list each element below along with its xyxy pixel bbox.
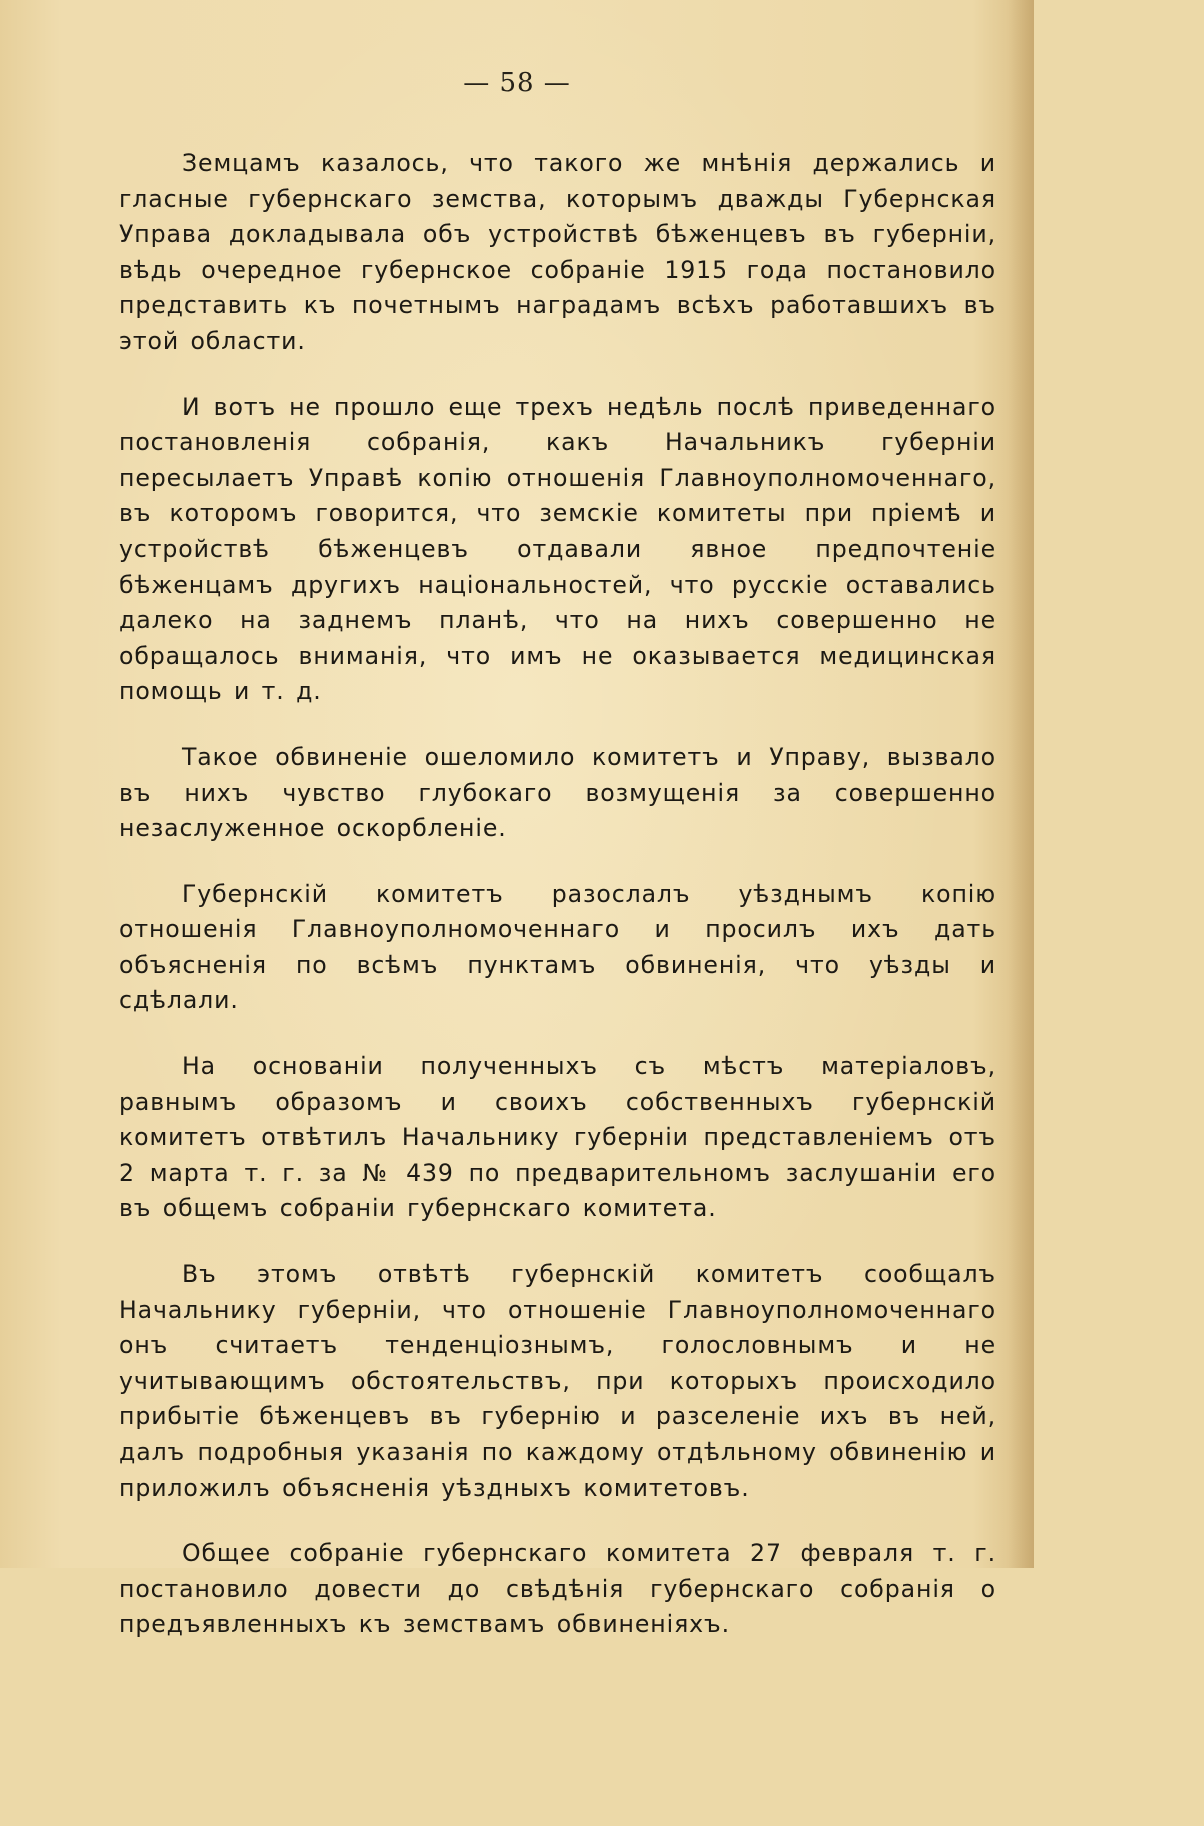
paragraph: Общее собраніе губернскаго комитета 27 февраля т. г. постановило довести до свѣдѣнія губернскаго собранія о предъявленныхъ къ земствамъ обвиненіяхъ.	[119, 1539, 996, 1639]
body-text	[119, 146, 996, 1673]
paragraph: Такое обвиненіе ошеломило комитетъ и Управу, вызвало въ нихъ чувство глубокаго возмущенія за совершенно незаслуженное оскорбленіе.	[119, 742, 996, 843]
page-edge-shadow	[1008, 0, 1034, 1568]
paragraph: Губернскій комитетъ разослалъ уѣзднымъ копію отношенія Главноуполномоченнаго и просилъ ихъ дать объясненія по всѣмъ пунктамъ обвиненія, что уѣзды и сдѣлали.	[119, 879, 996, 1015]
paragraph: И вотъ не прошло еще трехъ недѣль послѣ приведеннаго постановленія собранія, какъ Начальникъ губерніи пересылаетъ Управѣ копію отношенія Главноуполномоченнаго, въ которомъ говорится, что земскіе комитеты при пріемѣ и устройствѣ бѣженцевъ отдавали явное предпочтеніе бѣженцамъ другихъ національностей, что русскіе оставались далеко на заднемъ планѣ, что на нихъ совершенно не обращалось вниманія, что имъ не оказывается медицинская помощь и т. д.	[119, 392, 996, 706]
paragraph: Земцамъ казалось, что такого же мнѣнія держались и гласные губернскаго земства, которымъ дважды Губернская Управа докладывала объ устройствѣ бѣженцевъ въ губерніи, вѣдь очередное губернское собраніе 1915 года постановило представить къ почетнымъ наградамъ всѣхъ работавшихъ въ этой области.	[119, 149, 996, 355]
paragraph: На основаніи полученныхъ съ мѣстъ матеріаловъ, равнымъ образомъ и своихъ собственныхъ губернскій комитетъ отвѣтилъ Начальнику губерніи представленіемъ отъ 2 марта т. г. за № 439 по предварительномъ заслушаніи его въ общемъ собраніи губернскаго комитета.	[119, 1052, 996, 1223]
paragraph: Въ этомъ отвѣтѣ губернскій комитетъ сообщалъ Начальнику губерніи, что отношеніе Главноуполномоченнаго онъ считаетъ тенденціознымъ, голословнымъ и не учитывающимъ обстоятельствъ, при которыхъ происходило прибытіе бѣженцевъ въ губернію и разселеніе ихъ въ ней, далъ подробныя указанія по каждому отдѣльному обвиненію и приложилъ объясненія уѣздныхъ комитетовъ.	[119, 1260, 996, 1502]
page-number: — 58 —	[463, 68, 571, 98]
